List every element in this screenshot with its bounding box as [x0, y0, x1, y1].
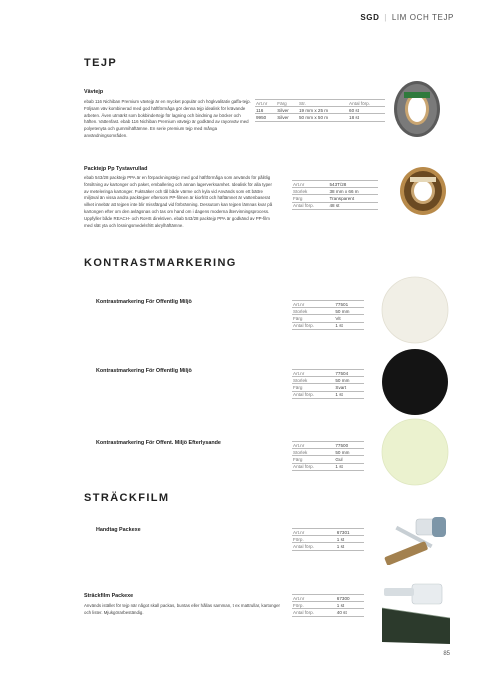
- product-title-packtejp: Packtejp Pp Tystavrullad: [84, 166, 148, 172]
- spec-row: [292, 595, 364, 602]
- spec-row: [292, 384, 364, 391]
- spec-row: [292, 301, 364, 308]
- spec-table-kontrast-vit: [292, 300, 364, 330]
- spec-value: Svart: [334, 384, 364, 391]
- spec-row: [292, 543, 364, 550]
- spec-key: Storlek: [292, 308, 334, 315]
- spec-key: Antal förp.: [292, 543, 336, 550]
- table-cell: 9950: [255, 114, 276, 121]
- table-cell: 18 st: [348, 114, 385, 121]
- spec-table-vavtejp: [255, 99, 385, 122]
- spec-value: 48 st: [329, 202, 379, 209]
- spec-key: Storlek: [292, 449, 334, 456]
- header-category: LIM OCH TEJP: [391, 13, 454, 22]
- table-cell: 19 mm x 25 m: [298, 107, 348, 114]
- spec-value: 77500: [334, 442, 364, 449]
- column-header: Färg: [276, 100, 298, 107]
- spec-value: Transparent: [329, 195, 379, 202]
- table-cell: 50 mm x 50 m: [298, 114, 348, 121]
- spec-key: Storlek: [292, 188, 329, 195]
- spec-key: Art.nr: [292, 595, 336, 602]
- spec-key: Förp.: [292, 602, 336, 609]
- spec-value: 77501: [334, 301, 364, 308]
- spec-value: 50 mm: [334, 308, 364, 315]
- spec-key: Färg: [292, 315, 334, 322]
- spec-table-strackfilm: [292, 594, 364, 617]
- white-disc-image: [380, 275, 450, 345]
- spec-row: [292, 536, 364, 543]
- duct-tape-roll-image: [392, 78, 442, 140]
- spec-row: [292, 442, 364, 449]
- spec-table-kontrast-svart: [292, 369, 364, 399]
- table-cell: Silver: [276, 114, 298, 121]
- spec-row: [292, 609, 364, 616]
- spec-key: Färg: [292, 195, 329, 202]
- stretch-handle-image: [380, 515, 450, 565]
- table-header-row: [255, 100, 385, 107]
- spec-value: 67300: [336, 595, 364, 602]
- spec-value: 1 st: [334, 463, 364, 470]
- spec-row: [292, 308, 364, 315]
- page-header: [360, 13, 454, 22]
- spec-key: Art.nr: [292, 181, 329, 188]
- spec-value: 1 st: [334, 391, 364, 398]
- spec-key: Antal förp.: [292, 609, 336, 616]
- spec-table-handtag: [292, 528, 364, 551]
- spec-row: [292, 602, 364, 609]
- spec-table-packtejp: [292, 180, 378, 210]
- spec-key: Storlek: [292, 377, 334, 384]
- brand-name: SGD: [360, 13, 380, 22]
- spec-key: Förp.: [292, 536, 336, 543]
- spec-value: 1 st: [336, 536, 364, 543]
- spec-row: [292, 188, 378, 195]
- spec-value: 50 mm: [334, 449, 364, 456]
- table-row: [255, 114, 385, 121]
- product-title-handtag: Handtag Packexe: [96, 527, 141, 533]
- spec-row: [292, 322, 364, 329]
- black-disc-image: [380, 347, 450, 417]
- spec-row: [292, 449, 364, 456]
- product-title-kontrast-efterlysande: Kontrastmarkering För Offent. Miljö Efterlysande: [96, 440, 221, 446]
- spec-row: [292, 377, 364, 384]
- spec-key: Art.nr: [292, 301, 334, 308]
- spec-value: Gul: [334, 456, 364, 463]
- spec-table-kontrast-efterlysande: [292, 441, 364, 471]
- spec-key: Antal förp.: [292, 202, 329, 209]
- spec-key: Antal förp.: [292, 463, 334, 470]
- spec-key: Färg: [292, 456, 334, 463]
- glow-disc-image: [380, 417, 450, 487]
- spec-key: Art.nr: [292, 442, 334, 449]
- spec-value: 67301: [336, 529, 364, 536]
- spec-key: Art.nr: [292, 370, 334, 377]
- spec-value: 1 st: [336, 543, 364, 550]
- spec-value: 1 st: [336, 602, 364, 609]
- spec-value: 38 mm x 66 m: [329, 188, 379, 195]
- column-header: Str.: [298, 100, 348, 107]
- spec-value: 40 st: [336, 609, 364, 616]
- spec-key: Färg: [292, 384, 334, 391]
- spec-row: [292, 315, 364, 322]
- spec-value: 50 mm: [334, 377, 364, 384]
- spec-row: [292, 181, 378, 188]
- spec-key: Antal förp.: [292, 391, 334, 398]
- product-title-kontrast-svart: Kontrastmarkering För Offentlig Miljö: [96, 368, 192, 374]
- packing-tape-roll-image: [398, 165, 448, 217]
- product-title-strackfilm: Sträckfilm Packexe: [84, 593, 134, 599]
- spec-value: 77504: [334, 370, 364, 377]
- product-desc-packtejp: ebab 543/28 packtejp PPA är en förpackningstejp med god häftförmåga som används för pålitlig försiltning av kartonger och paket, emballering och annan lagerverksamhet. Idealisk för alla typer av meteleringa kartonger. Fuktsäker och tål både värme och kyla vid Används som ett bättre miljöval än vissa andra packtejper eftersom PP-filmen är kiorfritt och häftämnet är vattenbaserat vilket innebär att tejpen inte blir missfärgad vid förbränning. Dessutom kan tejpen lämnas kvar på kartongen efter om den avlägsnas och tas om hand om i dagens moderna återvinningsprocess. Uppfyller både REACH- och RoHS direktiven. ebab 543/28 packtejp PPA är godkänd av PP-film med slät yta och lösningsmedelsfritt akrylhäftämne.: [84, 175, 273, 228]
- header-separator: |: [384, 13, 387, 22]
- spec-row: [292, 391, 364, 398]
- spec-value: 1 st: [334, 322, 364, 329]
- spec-row: [292, 529, 364, 536]
- spec-key: Antal förp.: [292, 322, 334, 329]
- table-row: [255, 107, 385, 114]
- product-title-kontrast-vit: Kontrastmarkering För Offentlig Miljö: [96, 299, 192, 305]
- spec-row: [292, 195, 378, 202]
- product-desc-vavtejp: ebab 116 Nichiban Premium vävtejp är en mycket populär och högkvalitativ gaffa-tejp. Följsam väv kombinerad med god häftförmåga gör denna tejp idealisk för krävande arbeten. Även utmärkt som bokbindertejp för lagning och bindning av böcker och häften. Vattenfast. ebab 116 Nichiban Premium vävtejp är godkänd av rayonväv med polyetenyta och gummihäftämne. En serie premium tejp med många användningsområden.: [84, 99, 251, 138]
- stretch-film-roll-image: [378, 580, 458, 648]
- spec-key: Art.nr: [292, 529, 336, 536]
- page-number: 85: [443, 651, 450, 657]
- column-header: Antal förp.: [348, 100, 385, 107]
- table-cell: 60 st: [348, 107, 385, 114]
- spec-row: [292, 202, 378, 209]
- section-title-tejp: TEJP: [84, 57, 118, 69]
- spec-row: [292, 456, 364, 463]
- spec-row: [292, 463, 364, 470]
- column-header: Art.nr: [255, 100, 276, 107]
- spec-value: Vit: [334, 315, 364, 322]
- spec-value: 543T/28: [329, 181, 379, 188]
- section-title-kontrastmarkering: KONTRASTMARKERING: [84, 257, 237, 269]
- table-cell: Silver: [276, 107, 298, 114]
- product-desc-strackfilm: Används istället för tejp när något skall packas, buntas eller hållas samman, t ex mattrullar, kartonger och lister. Mjukgörarbeständig.: [84, 603, 280, 615]
- section-title-strackfilm: STRÄCKFILM: [84, 492, 170, 504]
- table-cell: 116: [255, 107, 276, 114]
- product-title-vavtejp: Vävtejp: [84, 89, 104, 95]
- spec-row: [292, 370, 364, 377]
